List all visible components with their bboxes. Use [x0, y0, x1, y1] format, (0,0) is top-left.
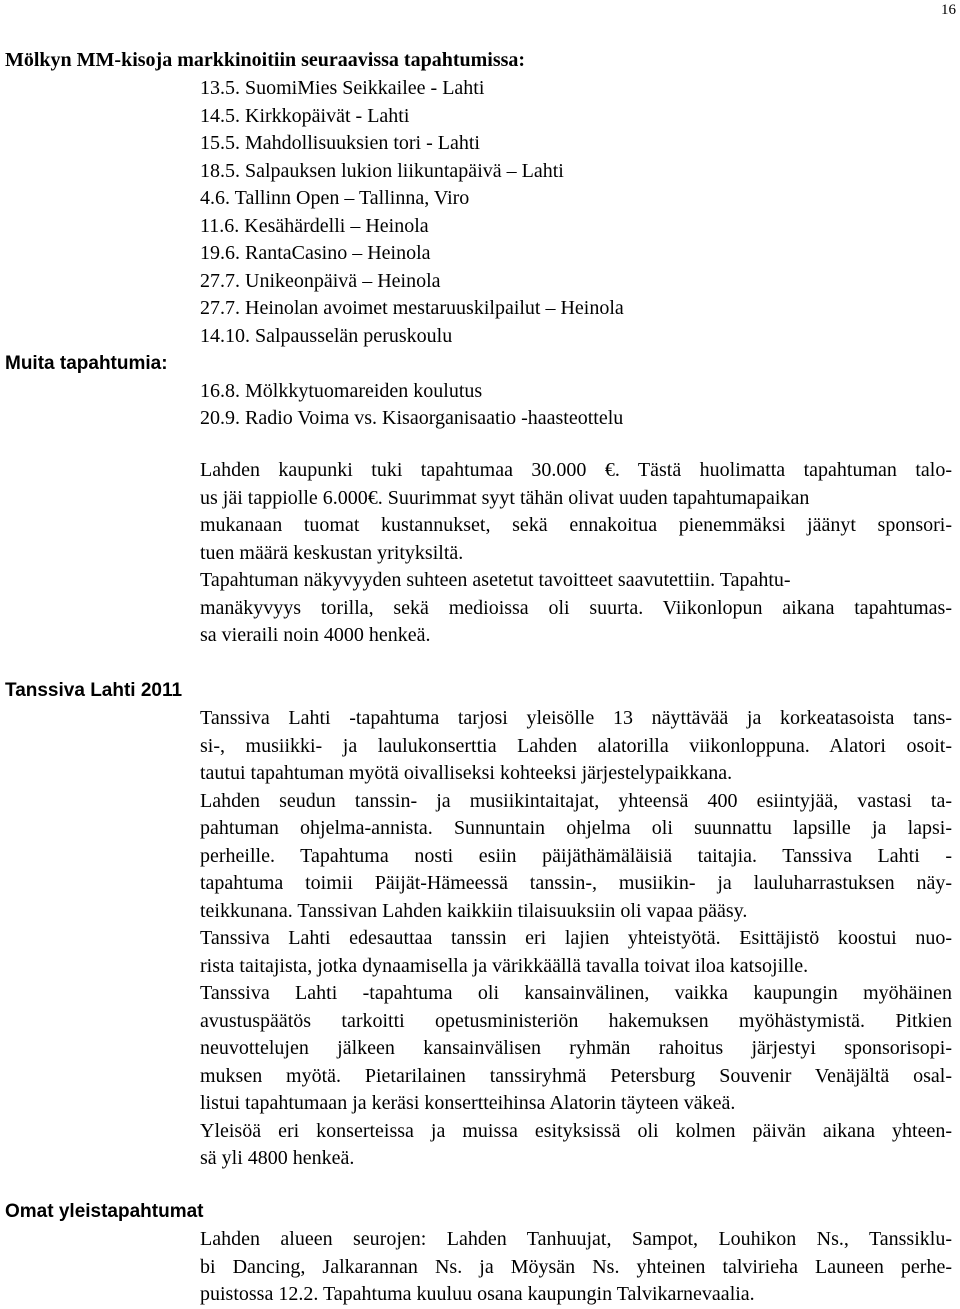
section-heading-own-events: Omat yleistapahtumat	[5, 1201, 204, 1222]
paragraph-line: Tanssiva Lahti -tapahtuma tarjosi yleisölle 13 näyttävää ja korkeatasoista tans-	[200, 707, 952, 729]
paragraph-line: Tanssiva Lahti -tapahtuma oli kansainvälinen, vaikka kaupungin myöhäinen	[200, 982, 952, 1004]
event-item: 13.5. SuomiMies Seikkailee - Lahti	[200, 77, 485, 99]
paragraph-own-events	[200, 1226, 952, 1309]
paragraph-line: mukanaan tuomat kustannukset, sekä ennakoitua pienemmäksi jäänyt sponsori-	[200, 514, 952, 536]
event-item: 27.7. Unikeonpäivä – Heinola	[200, 269, 441, 292]
paragraph-line: rista taitajista, jotka dynaamisella ja värikkäällä tavalla toivat iloa katsojille.	[200, 954, 809, 977]
paragraph-tanssiva-lahti	[200, 705, 952, 1173]
paragraph-line: sa vieraili noin 4000 henkeä.	[200, 624, 431, 646]
paragraph-line: Lahden kaupunki tuki tapahtumaa 30.000 €. Tästä huolimatta tapahtuman talo-	[200, 459, 952, 481]
event-item: 14.5. Kirkkopäivät - Lahti	[200, 104, 410, 127]
event-item: 20.9. Radio Voima vs. Kisaorganisaatio -haasteottelu	[200, 407, 624, 429]
paragraph-line: sä yli 4800 henkeä.	[200, 1147, 355, 1169]
event-item: 27.7. Heinolan avoimet mestaruuskilpailut – Heinola	[200, 297, 624, 319]
event-item: 14.10. Salpausselän peruskoulu	[200, 324, 453, 347]
paragraph-line: Yleisöä eri konserteissa ja muissa esityksissä oli kolmen päivän aikana yhteen-	[200, 1119, 952, 1142]
paragraph-line: bi Dancing, Jalkarannan Ns. ja Möysän Ns. yhteinen talvirieha Launeen perhe-	[200, 1255, 952, 1278]
event-item: 11.6. Kesähärdelli – Heinola	[200, 214, 429, 237]
page-number: 16	[941, 2, 956, 18]
paragraph-line: us jäi tappiolle 6.000€. Suurimmat syyt tähän olivat uuden tapahtumapaikan	[200, 486, 810, 509]
event-item: 16.8. Mölkkytuomareiden koulutus	[200, 379, 483, 402]
section-heading-tanssiva-lahti: Tanssiva Lahti 2011	[5, 680, 183, 701]
paragraph-line: manäkyvyys torilla, sekä medioissa oli suurta. Viikonlopun aikana tapahtumas-	[200, 596, 952, 619]
event-item: 18.5. Salpauksen lukion liikuntapäivä – Lahti	[200, 159, 564, 182]
paragraph-line: Lahden alueen seurojen: Lahden Tanhuujat, Sampot, Louhikon Ns., Tanssiklu-	[200, 1228, 952, 1250]
paragraph-line: tapahtuma toimii Päijät-Hämeessä tanssin-, musiikin- ja lauluharrastuksen näy-	[200, 872, 952, 894]
paragraph-line: puistossa 12.2. Tapahtuma kuuluu osana kaupungin Talvikarnevaalia.	[200, 1283, 755, 1305]
paragraph-line: muksen myötä. Pietarilainen tanssiryhmä Petersburg Souvenir Venäjältä osal-	[200, 1064, 952, 1087]
event-item: 19.6. RantaCasino – Heinola	[200, 242, 431, 264]
paragraph-line: pahtuman ohjelma-annista. Sunnuntain ohjelma oli suunnattu lapsille ja lapsi-	[200, 817, 952, 839]
paragraph-line: perheille. Tapahtuma nosti esiin päijäthämäläisiä taitajia. Tanssiva Lahti -	[200, 844, 952, 867]
section-heading-other-events: Muita tapahtumia:	[5, 353, 168, 374]
event-item: 4.6. Tallinn Open – Tallinna, Viro	[200, 187, 470, 209]
paragraph-line: avustuspäätös tarkoitti opetusministeriön hakemuksen myöhästymistä. Pitkien	[200, 1009, 952, 1032]
section-heading-molkky-marketing: Mölkyn MM-kisoja markkinoitiin seuraavissa tapahtumissa:	[5, 49, 526, 71]
paragraph-line: listui tapahtumaan ja keräsi konsertteihinsa Alatorin täyteen väkeä.	[200, 1092, 736, 1114]
paragraph-line: Tanssiva Lahti edesauttaa tanssin eri lajien yhteistyötä. Esittäjistö koostui nuo-	[200, 927, 952, 949]
paragraph-line: neuvottelujen jälkeen kansainvälisen ryhmän rahoitus järjestyi sponsorisopi-	[200, 1037, 952, 1059]
event-item: 15.5. Mahdollisuuksien tori - Lahti	[200, 132, 480, 154]
paragraph-line: si-, musiikki- ja laulukonserttia Lahden alatorilla viikonloppuna. Alatori osoit-	[200, 734, 952, 757]
paragraph-line: tuen määrä keskustan yrityksiltä.	[200, 541, 464, 564]
paragraph-line: Lahden seudun tanssin- ja musiikintaitajat, yhteensä 400 esiintyjää, vastasi ta-	[200, 789, 952, 812]
paragraph-funding	[200, 457, 952, 650]
paragraph-line: teikkunana. Tanssivan Lahden kaikkiin tilaisuuksiin oli vapaa pääsy.	[200, 899, 748, 922]
paragraph-line: Tapahtuman näkyvyyden suhteen asetetut tavoitteet saavutettiin. Tapahtu-	[200, 569, 791, 591]
paragraph-line: tautui tapahtuman myötä oivalliseksi kohteeksi järjestelypaikkana.	[200, 762, 733, 784]
